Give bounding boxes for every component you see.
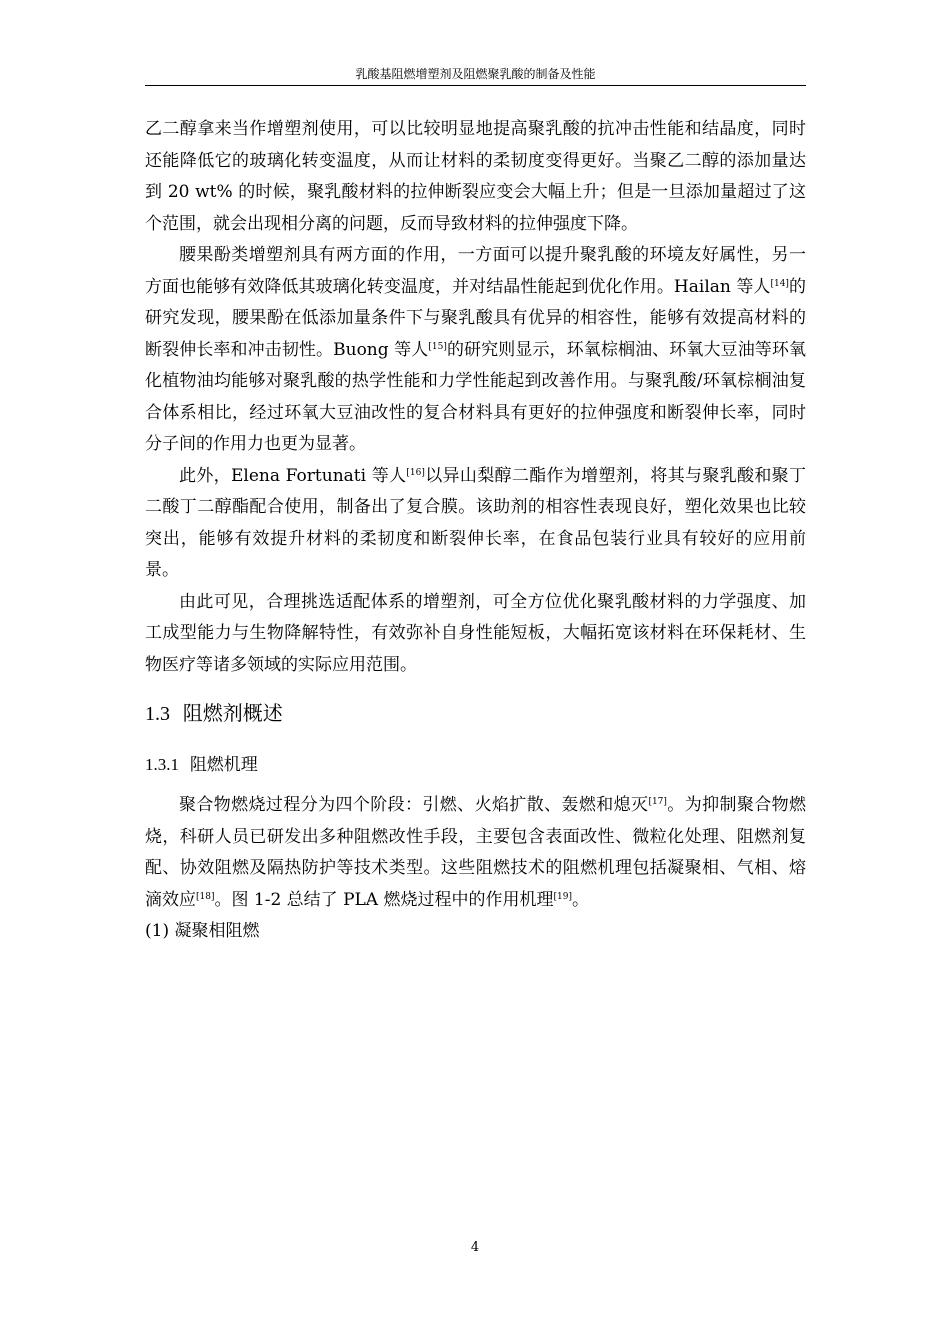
paragraph-5-part-d: 。 bbox=[571, 889, 589, 910]
citation-18: [18] bbox=[196, 891, 215, 902]
section-number: 1.3 bbox=[145, 703, 170, 725]
page-number: 4 bbox=[470, 1240, 480, 1255]
citation-14: [14] bbox=[770, 278, 789, 289]
citation-19: [19] bbox=[553, 891, 572, 902]
list-item-condensed-phase: (1) 凝聚相阻燃 bbox=[145, 921, 260, 941]
paragraph-3-part-a: 此外，Elena Fortunati 等人 bbox=[179, 465, 407, 486]
section-heading bbox=[145, 697, 806, 730]
subsection-number: 1.3.1 bbox=[145, 755, 179, 774]
header-rule bbox=[145, 85, 806, 86]
paragraph-5-part-b: 。为抑制聚合物燃烧，科研人员已研发出多种阻燃改性手段，主要包含表面改性、微粒化处理、阻燃剂复配、协效阻燃及隔热防护等技术类型。这些阻燃技术的阻燃机理包括凝聚相、气相、熔滴效应 bbox=[145, 795, 807, 910]
paragraph-3-part-b: 以异山梨醇二酯作为增塑剂，将其与聚乳酸和聚丁二酸丁二醇酯配合使用，制备出了复合膜。该助剂的相容性表现良好，塑化效果也比较突出，能够有效提升材料的柔韧度和断裂伸长率，在食品包装行业具有较好的应用前景。 bbox=[145, 465, 806, 580]
section-title: 阻燃剂概述 bbox=[182, 701, 283, 725]
paragraph-5 bbox=[145, 790, 806, 916]
citation-17: [17] bbox=[648, 797, 667, 807]
paragraph-2-part-a: 腰果酚类增塑剂具有两方面的作用，一方面可以提升聚乳酸的环境友好属性，另一方面也能够有效降低其玻璃化转变温度，并对结晶性能起到优化作用。Hailan 等人 bbox=[145, 245, 806, 297]
paragraph-1: 乙二醇拿来当作增塑剂使用，可以比较明显地提高聚乳酸的抗冲击性能和结晶度，同时还能降低它的玻璃化转变温度，从而让材料的柔韧度变得更好。当聚乙二醇的添加量达到 20 wt% 的时候，聚乳酸材料的拉伸断裂应变会大幅上升；但是一旦添加量超过了这个范围，就会出现相分离的问题，反而导致材料的拉伸强度下降。 bbox=[145, 119, 806, 234]
paragraph-5-part-a: 聚合物燃烧过程分为四个阶段：引燃、火焰扩散、轰燃和熄灭 bbox=[179, 795, 649, 815]
paragraph-4: 由此可见，合理挑选适配体系的增塑剂，可全方位优化聚乳酸材料的力学强度、加工成型能力与生物降解特性，有效弥补自身性能短板，大幅拓宽该材料在环保耗材、生物医疗等诸多领域的实际应用范围。 bbox=[145, 591, 806, 675]
subsection-heading bbox=[145, 750, 806, 780]
running-header: 乳酸基阻燃增塑剂及阻燃聚乳酸的制备及性能 bbox=[355, 67, 596, 81]
body-text bbox=[145, 114, 806, 948]
citation-15: [15] bbox=[428, 341, 447, 352]
paragraph-2-part-b: 的研究发现，腰果酚在低添加量条件下与聚乳酸具有优异的相容性，能够有效提高材料的断裂伸长率和冲击韧性。Buong 等人 bbox=[145, 276, 806, 360]
citation-16: [16] bbox=[406, 467, 425, 478]
paragraph-3 bbox=[145, 461, 806, 587]
paragraph-2-part-c: 的研究则显示，环氧棕榈油、环氧大豆油等环氧化植物油均能够对聚乳酸的热学性能和力学性能起到改善作用。与聚乳酸/环氧棕榈油复合体系相比，经过环氧大豆油改性的复合材料具有更好的拉伸强度和断裂伸长率，同时分子间的作用力也更为显著。 bbox=[145, 339, 806, 454]
paragraph-2 bbox=[145, 240, 806, 461]
paragraph-5-part-c: 。图 1-2 总结了 PLA 燃烧过程中的作用机理 bbox=[214, 889, 554, 910]
subsection-title: 阻燃机理 bbox=[189, 755, 258, 775]
